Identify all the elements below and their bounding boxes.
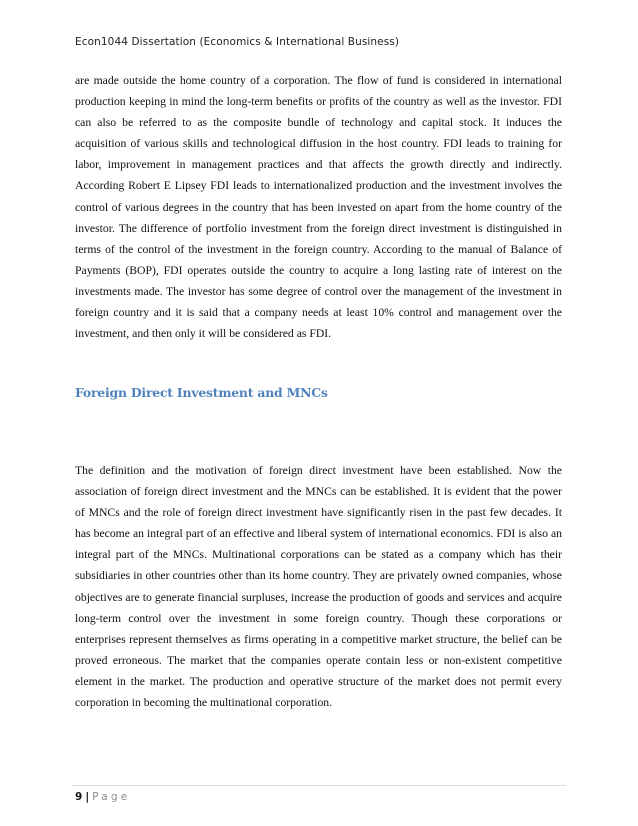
footer-separator: | (85, 791, 90, 803)
body-paragraph-2: The definition and the motivation of foreign direct investment have been established. Now the association of foreign direct investment and the MNCs can be established. It is evident that the power of MNCs and the role of foreign direct investment have significantly risen in the past few decades. It has become an integral part of an effective and liberal system of international economics. FDI is also an integral part of the MNCs. Multinational corporations can be stated as a company which has their subsidiaries in other countries other than its home country. They are privately owned companies, whose objectives are to generate financial surpluses, increase the production of goods and services and acquire long-term control over the investment in some foreign country. Though these corporations or enterprises represent themselves as firms operating in a competitive market structure, the belief can be proved erroneous. The market that the companies operate contain less or non-existent competitive element in the market. The production and operative structure of the market does not permit every corporation in becoming the multinational corporation. (75, 464, 562, 710)
page-footer (75, 791, 130, 803)
running-header: Econ1044 Dissertation (Economics & International Business) (75, 36, 400, 48)
footer-divider (72, 785, 566, 786)
body-paragraph-1: are made outside the home country of a corporation. The flow of fund is considered in international production keeping in mind the long-term benefits or profits of the country as well as the investor. FDI can also be referred to as the composite bundle of technology and capital stock. It induces the acquisition of various skills and technological diffusion in the host country. FDI leads to training for labor, improvement in management practices and that affects the growth directly and indirectly. According Robert E Lipsey FDI leads to internationalized production and the investment involves the control of various degrees in the country that has been invested on apart from the home country of the investor. The difference of portfolio investment from the foreign direct investment is distinguished in terms of the control of the investment in the foreign country. According to the manual of Balance of Payments (BOP), FDI operates outside the country to acquire a long lasting rate of interest on the investments made. The investor has some degree of control over the management of the investment in foreign country and it is said that a company needs at least 10% control and management over the investment, and then only it will be considered as FDI. (75, 74, 562, 341)
page-label: Page (92, 791, 131, 803)
page-number: 9 (75, 791, 83, 803)
section-heading: Foreign Direct Investment and MNCs (75, 385, 328, 400)
